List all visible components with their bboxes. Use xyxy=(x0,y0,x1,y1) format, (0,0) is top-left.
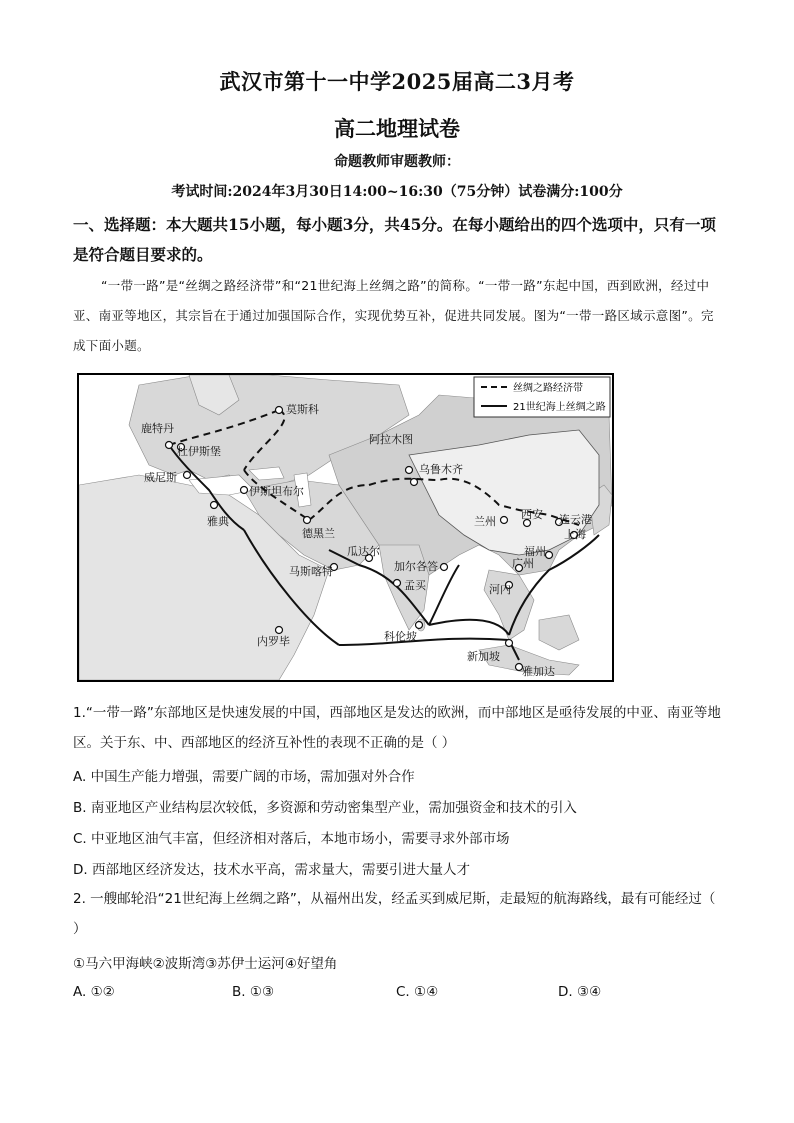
map-svg xyxy=(79,375,612,680)
q2-option-b[interactable]: B. ①③ xyxy=(232,984,275,1000)
section-heading: 一、选择题：本大题共15小题，每小题3分，共45分。在每小题给出的四个选项中，只有一项是符合题目要求的。 xyxy=(73,215,716,264)
city-rotterdam: 鹿特丹 xyxy=(141,422,174,435)
q2-option-d[interactable]: D. ③④ xyxy=(558,984,602,1000)
teachers-line: 命题教师审题教师： xyxy=(334,154,460,170)
legend-sea-route: 21世纪海上丝绸之路 xyxy=(513,402,606,413)
belt-road-map xyxy=(77,373,614,682)
city-almaty: 阿拉木图 xyxy=(369,433,413,446)
q2-option-c[interactable]: C. ①④ xyxy=(396,984,439,1000)
city-urumqi: 乌鲁木齐 xyxy=(419,463,463,476)
city-kolkata: 加尔各答 xyxy=(394,560,438,573)
city-fuzhou: 福州 xyxy=(524,545,546,558)
exam-subtitle: 高二地理试卷 xyxy=(334,116,460,141)
q2-items: ①马六甲海峡②波斯湾③苏伊士运河④好望角 xyxy=(73,956,338,972)
city-istanbul: 伊斯坦布尔 xyxy=(249,485,304,498)
city-muscat: 马斯喀特 xyxy=(289,565,333,578)
q1-option-d[interactable]: D. 西部地区经济发达，技术水平高，需求量大，需要引进大量人才 xyxy=(73,862,470,878)
q2-option-a[interactable]: A. ①② xyxy=(73,984,115,1000)
exam-title: 武汉市第十一中学2025届高二3月考 xyxy=(219,69,575,94)
exam-info: 考试时间:2024年3月30日14:00~16:30（75分钟）试卷满分:100分 xyxy=(171,184,623,200)
city-gwadar: 瓜达尔 xyxy=(347,545,380,558)
city-jakarta: 雅加达 xyxy=(522,665,555,678)
city-hanoi: 河内 xyxy=(489,583,511,596)
city-duisburg: 杜伊斯堡 xyxy=(177,445,221,458)
city-singapore: 新加坡 xyxy=(467,650,500,663)
legend-land-route: 丝绸之路经济带 xyxy=(513,383,583,394)
city-lanzhou: 兰州 xyxy=(474,515,496,528)
city-athens: 雅典 xyxy=(207,515,229,528)
city-moscow: 莫斯科 xyxy=(286,403,319,416)
city-lianyungang: 连云港 xyxy=(559,513,592,526)
q1-option-b[interactable]: B. 南亚地区产业结构层次较低，多资源和劳动密集型产业，需加强资金和技术的引入 xyxy=(73,800,577,816)
reading-passage: “一带一路”是“丝绸之路经济带”和“21世纪海上丝绸之路”的简称。“一带一路”东起中国，西到欧洲，经过中亚、南亚等地区，其宗旨在于通过加强国际合作，实现优势互补，促进共同发展。图为“一带一路区域示意图”。完成下面小题。 xyxy=(73,278,714,353)
city-nairobi: 内罗毕 xyxy=(257,635,290,648)
q1-option-c[interactable]: C. 中亚地区油气丰富，但经济相对落后，本地市场小，需要寻求外部市场 xyxy=(73,831,510,847)
question-1-stem: 1.“一带一路”东部地区是快速发展的中国，西部地区是发达的欧洲，而中部地区是亟待发展的中亚、南亚等地区。关于东、中、西部地区的经济互补性的表现不正确的是（ ） xyxy=(73,705,721,751)
map-legend xyxy=(474,377,610,417)
city-xian: 西安 xyxy=(521,508,543,521)
city-mumbai: 孟买 xyxy=(404,579,426,592)
city-tehran: 德黑兰 xyxy=(302,527,335,540)
question-2-stem: 2. 一艘邮轮沿“21世纪海上丝绸之路”，从福州出发，经孟买到威尼斯，走最短的航海路线，最有可能经过（ ） xyxy=(73,891,716,937)
city-guangzhou: 广州 xyxy=(512,557,534,570)
city-venice: 威尼斯 xyxy=(144,471,177,484)
city-colombo: 科伦坡 xyxy=(384,630,417,643)
city-shanghai: 上海 xyxy=(564,528,586,541)
q1-option-a[interactable]: A. 中国生产能力增强，需要广阔的市场，需加强对外合作 xyxy=(73,769,415,785)
